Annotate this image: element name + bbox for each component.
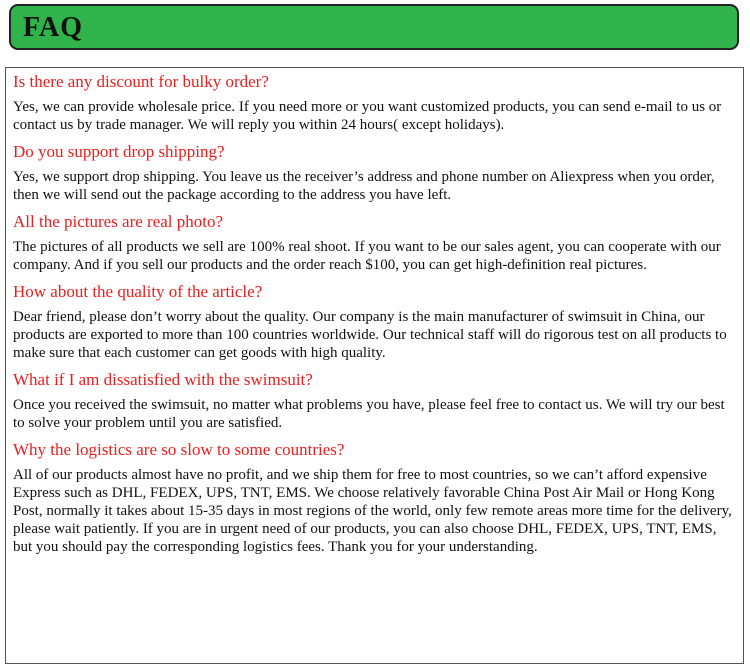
page-title: FAQ: [23, 12, 84, 43]
faq-header-banner: [9, 4, 739, 50]
faq-question: Is there any discount for bulky order?: [13, 72, 269, 91]
faq-answer: Yes, we can provide wholesale price. If you need more or you want customized products, you can send e-mail to us or contact us by trade manager. We will reply you within 24 hours( except holidays).: [13, 99, 722, 133]
faq-question: Why the logistics are so slow to some countries?: [13, 440, 345, 459]
faq-question: All the pictures are real photo?: [13, 212, 224, 231]
faq-answer: All of our products almost have no profit, and we ship them for free to most countries, so we can’t afford expensive Express such as DHL, FEDEX, UPS, TNT, EMS. We choose relatively favorable China Post Air Mail or Hong Kong Post, normally it takes about 15-35 days in most regions of the world, only few remote areas more time for the delivery, please wait patiently. If you are in urgent need of our products, you can also choose DHL, FEDEX, UPS, TNT, EMS, but you should pay the corresponding logistics fees. Thank you for your understanding.: [13, 467, 732, 555]
faq-answer: Yes, we support drop shipping. You leave us the receiver’s address and phone number on Aliexpress when you order, then we will send out the package according to the address you have left.: [13, 169, 715, 203]
faq-item-quality: [13, 281, 735, 362]
faq-list: [5, 67, 744, 664]
faq-item-drop-shipping: [13, 141, 735, 204]
faq-item-dissatisfied: [13, 369, 735, 432]
faq-question: What if I am dissatisfied with the swimsuit?: [13, 370, 313, 389]
faq-item-logistics: [13, 439, 735, 556]
faq-answer: Once you received the swimsuit, no matter what problems you have, please feel free to contact us. We will try our best to solve your problem until you are satisfied.: [13, 397, 725, 431]
faq-question: How about the quality of the article?: [13, 282, 263, 301]
faq-item-real-photos: [13, 211, 735, 274]
faq-answer: The pictures of all products we sell are 100% real shoot. If you want to be our sales agent, you can cooperate with our company. And if you sell our products and the order reach $100, you can get high-definition real pictures.: [13, 239, 721, 273]
faq-item-bulk-discount: [13, 71, 735, 134]
faq-question: Do you support drop shipping?: [13, 142, 225, 161]
faq-answer: Dear friend, please don’t worry about the quality. Our company is the main manufacturer of swimsuit in China, our products are exported to more than 100 countries worldwide. Our technical staff will do rigorous test on all products to make sure that each customer can get goods with high quality.: [13, 309, 727, 361]
